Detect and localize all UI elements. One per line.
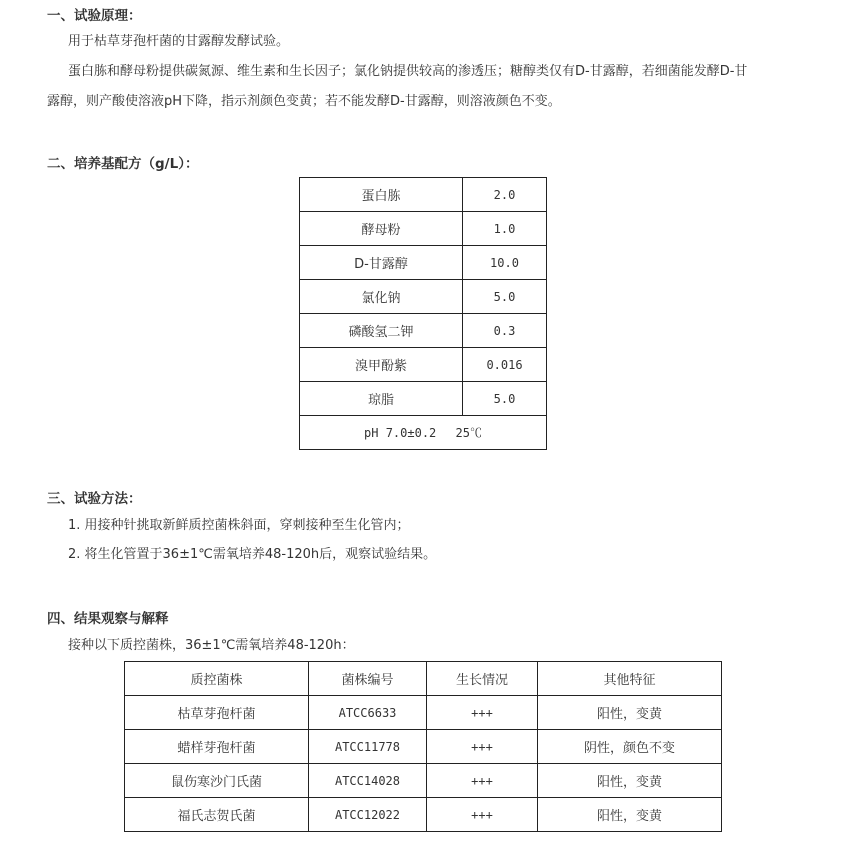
ingredient-amount: 1.0 bbox=[463, 212, 547, 246]
section1-line2: 蛋白胨和酵母粉提供碳氮源、维生素和生长因子；氯化钠提供较高的渗透压；糖醇类仅有D-甘露醇，若细菌能发酵D-甘 bbox=[68, 64, 748, 79]
method-step-1: 1. 用接种针挑取新鲜质控菌株斜面，穿刺接种至生化管内； bbox=[68, 518, 410, 533]
medium-formula-table bbox=[299, 177, 547, 450]
growth-result: +++ bbox=[427, 696, 538, 730]
ingredient-amount: 2.0 bbox=[463, 178, 547, 212]
section1-line1: 用于枯草芽孢杆菌的甘露醇发酵试验。 bbox=[68, 34, 290, 49]
ingredient-amount: 0.016 bbox=[463, 348, 547, 382]
table-row bbox=[300, 314, 547, 348]
growth-result: +++ bbox=[427, 730, 538, 764]
table-row bbox=[300, 382, 547, 416]
section1-heading: 一、试验原理： bbox=[47, 8, 142, 24]
ingredient-name: 溴甲酚紫 bbox=[300, 348, 463, 382]
table-row bbox=[125, 798, 722, 832]
strain-name: 鼠伤寒沙门氏菌 bbox=[125, 764, 309, 798]
ingredient-amount: 0.3 bbox=[463, 314, 547, 348]
section3-heading: 三、试验方法： bbox=[47, 491, 142, 507]
table-row bbox=[300, 212, 547, 246]
table-header-row bbox=[125, 662, 722, 696]
ingredient-amount: 10.0 bbox=[463, 246, 547, 280]
table-row bbox=[125, 764, 722, 798]
column-header-strain: 质控菌株 bbox=[125, 662, 309, 696]
ingredient-name: 琼脂 bbox=[300, 382, 463, 416]
column-header-strain-id: 菌株编号 bbox=[309, 662, 427, 696]
section4-heading: 四、结果观察与解释 bbox=[47, 611, 169, 627]
growth-result: +++ bbox=[427, 798, 538, 832]
table-row bbox=[300, 246, 547, 280]
table-row bbox=[300, 348, 547, 382]
other-feature: 阴性，颜色不变 bbox=[538, 730, 722, 764]
ingredient-name: 蛋白胨 bbox=[300, 178, 463, 212]
qc-strain-table bbox=[124, 661, 722, 832]
ingredient-name: D-甘露醇 bbox=[300, 246, 463, 280]
other-feature: 阳性，变黄 bbox=[538, 764, 722, 798]
ingredient-amount: 5.0 bbox=[463, 382, 547, 416]
strain-id: ATCC14028 bbox=[309, 764, 427, 798]
ingredient-name: 氯化钠 bbox=[300, 280, 463, 314]
strain-id: ATCC11778 bbox=[309, 730, 427, 764]
strain-name: 枯草芽孢杆菌 bbox=[125, 696, 309, 730]
section4-intro: 接种以下质控菌株，36±1℃需氧培养48-120h： bbox=[68, 638, 355, 653]
strain-name: 蜡样芽孢杆菌 bbox=[125, 730, 309, 764]
column-header-other: 其他特征 bbox=[538, 662, 722, 696]
other-feature: 阳性，变黄 bbox=[538, 798, 722, 832]
growth-result: +++ bbox=[427, 764, 538, 798]
strain-name: 福氏志贺氏菌 bbox=[125, 798, 309, 832]
strain-id: ATCC12022 bbox=[309, 798, 427, 832]
ph-temperature-cell: pH 7.0±0.2 25℃ bbox=[300, 416, 547, 450]
table-row bbox=[300, 280, 547, 314]
ingredient-name: 磷酸氢二钾 bbox=[300, 314, 463, 348]
strain-id: ATCC6633 bbox=[309, 696, 427, 730]
table-row bbox=[125, 730, 722, 764]
section1-line3: 露醇，则产酸使溶液pH下降，指示剂颜色变黄；若不能发酵D-甘露醇，则溶液颜色不变。 bbox=[47, 94, 561, 109]
table-row bbox=[300, 416, 547, 450]
column-header-growth: 生长情况 bbox=[427, 662, 538, 696]
section2-heading: 二、培养基配方（g/L）： bbox=[47, 156, 199, 172]
other-feature: 阳性，变黄 bbox=[538, 696, 722, 730]
table-row bbox=[125, 696, 722, 730]
ingredient-amount: 5.0 bbox=[463, 280, 547, 314]
ingredient-name: 酵母粉 bbox=[300, 212, 463, 246]
method-step-2: 2. 将生化管置于36±1℃需氧培养48-120h后，观察试验结果。 bbox=[68, 547, 437, 562]
table-row bbox=[300, 178, 547, 212]
